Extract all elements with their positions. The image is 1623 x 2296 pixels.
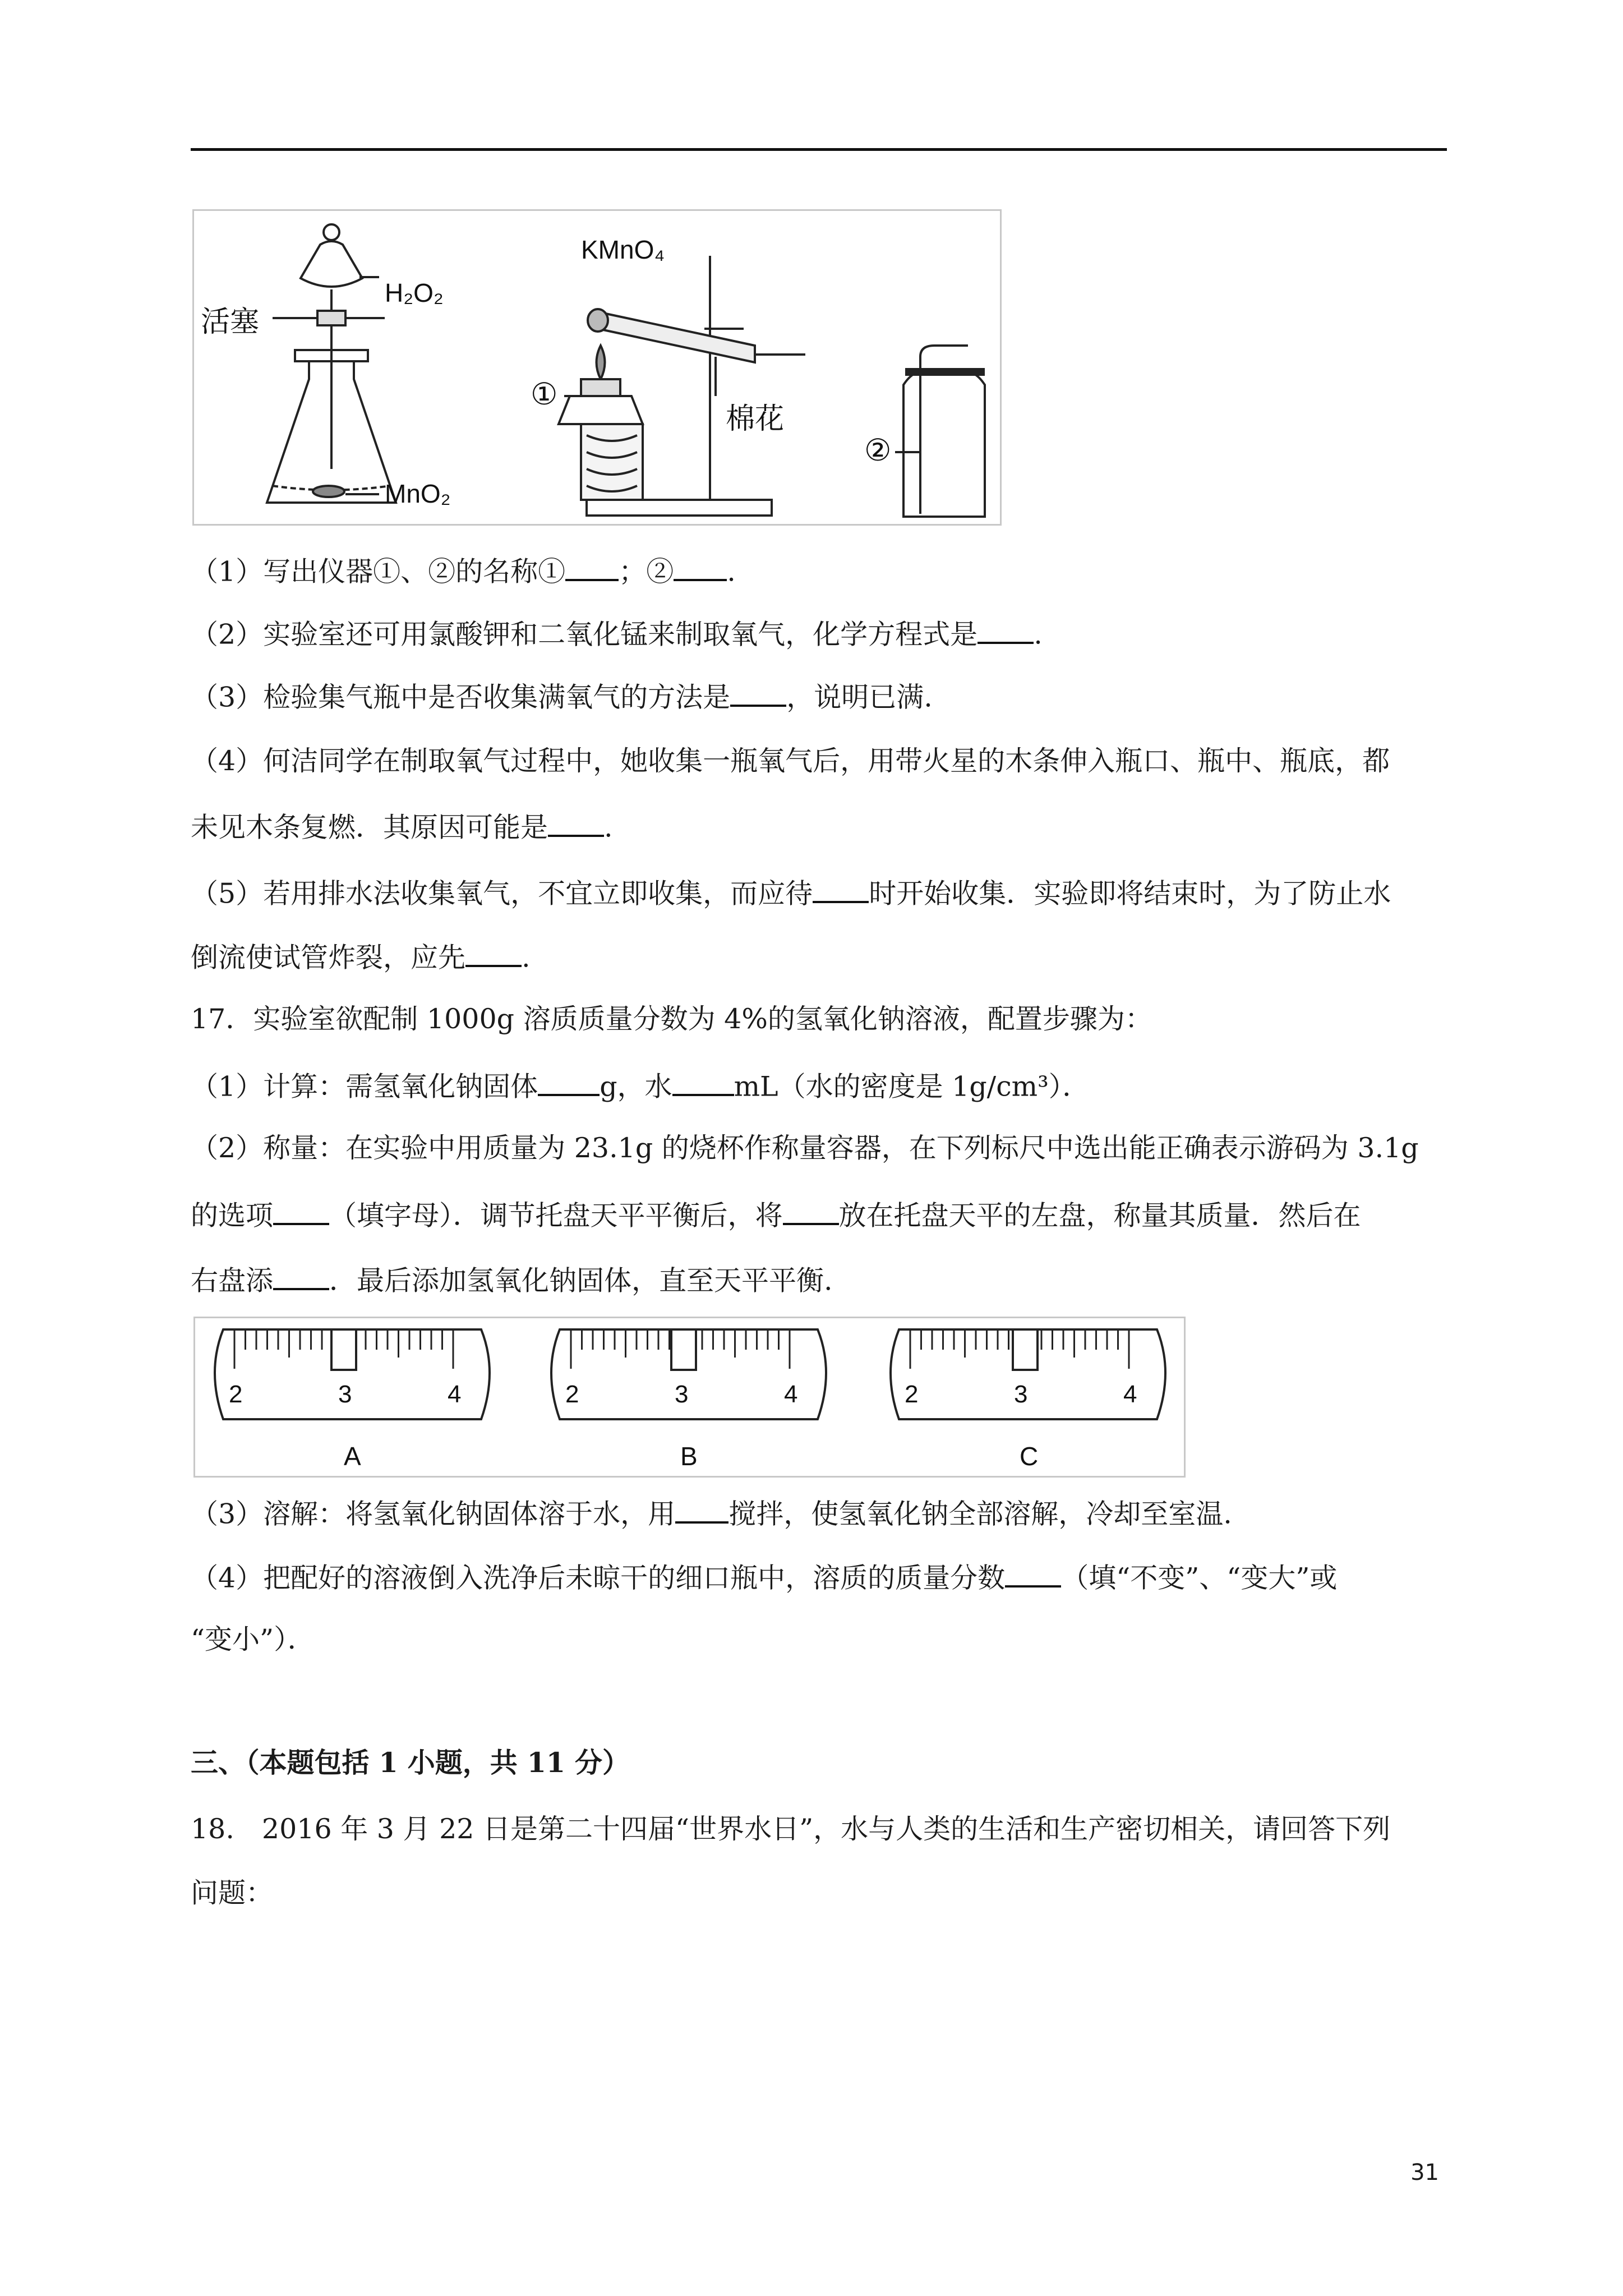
- ruler-tick-label: 3: [675, 1381, 689, 1408]
- ruler-options-drawing: [195, 1318, 1184, 1476]
- q17-step4-line1: （4）把配好的溶液倒入洗净后未晾干的细口瓶中，溶质的质量分数 （填“不变”、“变大”或: [191, 1562, 1338, 1594]
- section3-heading: 三、（本题包括 1 小题，共 11 分）: [191, 1746, 630, 1779]
- separatory-funnel-icon: [301, 241, 362, 287]
- funnel-stopper-icon: [324, 224, 339, 240]
- rider-icon: [331, 1329, 356, 1370]
- rider-icon: [1013, 1329, 1038, 1370]
- answer-blank[interactable]: [548, 811, 604, 837]
- ruler-option-c: [891, 1329, 1165, 1471]
- q16-part5-line1: （5）若用排水法收集氧气，不宜立即收集，而应待 时开始收集．实验即将结束时，为了防止水: [191, 877, 1391, 910]
- instrument-2-label: ②: [864, 434, 892, 467]
- rider-icon: [671, 1329, 696, 1370]
- answer-blank[interactable]: [565, 555, 619, 581]
- page-number: 31: [1410, 2160, 1439, 2185]
- ruler-option-label: C: [1020, 1442, 1039, 1471]
- gas-bottle-icon: [903, 374, 985, 517]
- answer-blank[interactable]: [730, 681, 786, 707]
- q17-step2-line1: （2）称量：在实验中用质量为 23.1g 的烧杯作称量容器，在下列标尺中选出能正确表示游码为 3.1g: [191, 1132, 1419, 1164]
- q16-part4-line1: （4）何洁同学在制取氧气过程中，她收集一瓶氧气后，用带火星的木条伸入瓶口、瓶中、瓶底，都: [191, 745, 1390, 777]
- q16-part2: （2）实验室还可用氯酸钾和二氧化锰来制取氧气，化学方程式是 .: [191, 618, 1043, 651]
- q17-step2-line2: 的选项 （填字母）．调节托盘天平平衡后，将 放在托盘天平的左盘，称量其质量．然后在: [191, 1199, 1361, 1232]
- q17-step4-line2: “变小”）．: [191, 1623, 315, 1655]
- q17-stem: 17．实验室欲配制 1000g 溶质质量分数为 4%的氢氧化钠溶液，配置步骤为：: [191, 1003, 1152, 1035]
- q16-part3: （3）检验集气瓶中是否收集满氧气的方法是 ，说明已满.: [191, 681, 933, 714]
- q16-part1: （1）写出仪器①、②的名称① ；② .: [191, 555, 736, 588]
- ruler-tick-label: 4: [1123, 1381, 1137, 1408]
- ruler-tick-label: 3: [338, 1381, 352, 1408]
- ruler-option-a: [215, 1329, 490, 1471]
- q17-step2-line3: 右盘添 ．最后添加氢氧化钠固体，直至天平平衡.: [191, 1264, 833, 1297]
- answer-blank[interactable]: [538, 1070, 600, 1096]
- ruler-tick-label: 2: [905, 1381, 919, 1408]
- h2o2-label: H₂O₂: [385, 278, 444, 307]
- q16-part4-line2: 未见木条复燃．其原因可能是 .: [191, 811, 613, 844]
- header-rule: [191, 148, 1447, 151]
- answer-blank[interactable]: [978, 618, 1034, 644]
- answer-blank[interactable]: [813, 877, 869, 903]
- apparatus-figure: [192, 209, 1002, 526]
- answer-blank[interactable]: [273, 1199, 329, 1225]
- answer-blank[interactable]: [1005, 1562, 1061, 1588]
- q18-line1: 18. 2016 年 3 月 22 日是第二十四届“世界水日”，水与人类的生活和生产密切相关，请回答下列: [191, 1813, 1391, 1845]
- iron-stand-base-icon: [587, 500, 772, 516]
- ruler-tick-label: 2: [229, 1381, 243, 1408]
- answer-blank[interactable]: [672, 1070, 734, 1096]
- answer-blank[interactable]: [674, 555, 727, 581]
- ruler-tick-label: 4: [784, 1381, 798, 1408]
- answer-blank[interactable]: [273, 1264, 329, 1290]
- instrument-1-label: ①: [531, 378, 558, 411]
- piston-label: 活塞: [201, 306, 260, 338]
- kmno4-label: KMnO₄: [581, 235, 665, 264]
- alcohol-lamp-icon: [559, 396, 643, 424]
- ruler-tick-label: 4: [448, 1381, 462, 1408]
- ruler-option-label: A: [344, 1442, 361, 1471]
- test-tube-icon: [598, 312, 755, 362]
- answer-blank[interactable]: [675, 1498, 728, 1524]
- ruler-options-figure: [193, 1317, 1186, 1478]
- q17-step1: （1）计算：需氢氧化钠固体 g，水 mL（水的密度是 1g/cm³）．: [191, 1070, 1090, 1103]
- q17-step3: （3）溶解：将氢氧化钠固体溶于水，用 搅拌，使氢氧化钠全部溶解，冷却至室温.: [191, 1498, 1232, 1530]
- q16-part5-line2: 倒流使试管炸裂，应先 .: [191, 941, 531, 974]
- apparatus-drawing: [194, 211, 1000, 524]
- ruler-option-label: B: [680, 1442, 698, 1471]
- ruler-tick-label: 2: [565, 1381, 579, 1408]
- q18-line2: 问题：: [191, 1877, 274, 1909]
- answer-blank[interactable]: [783, 1199, 839, 1225]
- ruler-tick-label: 3: [1014, 1381, 1028, 1408]
- cotton-label: 棉花: [726, 403, 785, 435]
- mno2-label: MnO₂: [385, 479, 451, 508]
- answer-blank[interactable]: [465, 941, 522, 967]
- ruler-option-b: [551, 1329, 826, 1471]
